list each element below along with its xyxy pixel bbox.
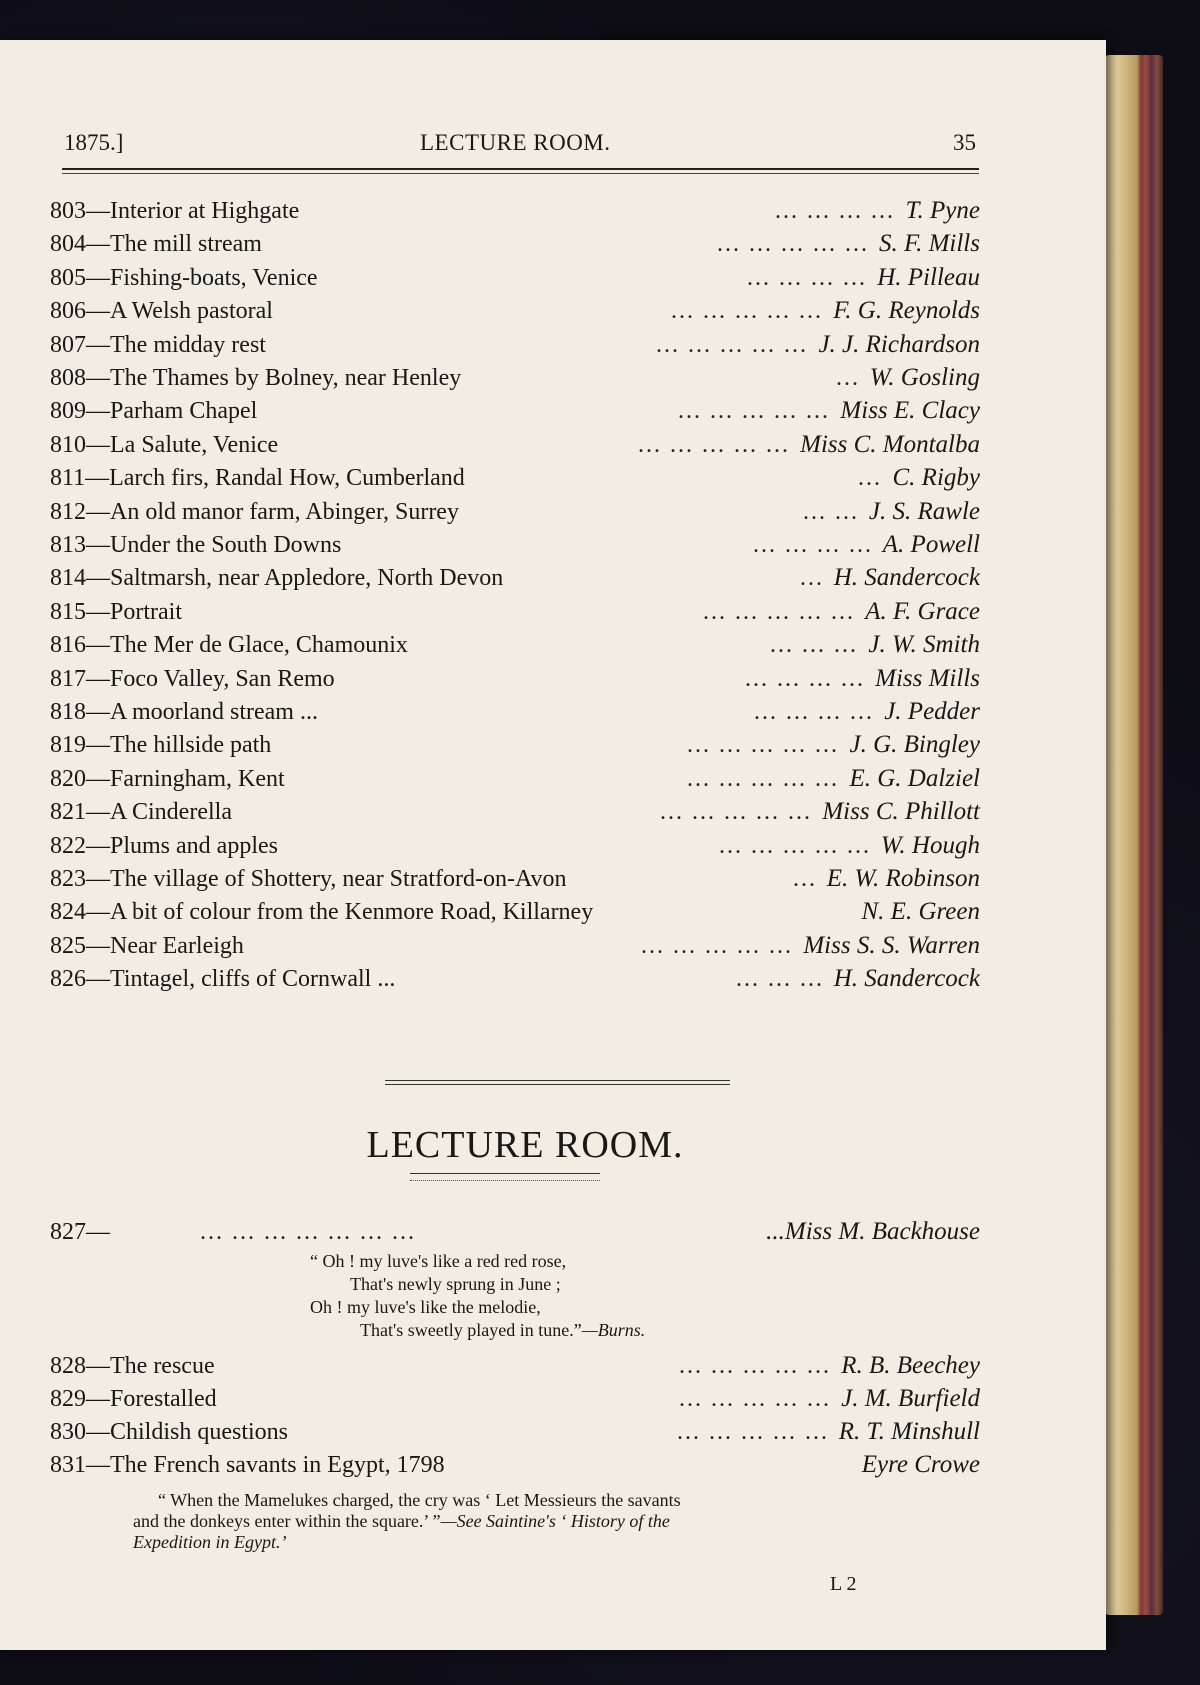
entry-title: 806—A Welsh pastoral [50, 298, 273, 325]
entry-leader: ... ... ... ... [745, 665, 865, 692]
entry-artist: A. Powell [882, 531, 980, 558]
entry-artist: A. F. Grace [865, 597, 980, 625]
entry-leader: ... ... ... ... ... ... ... [200, 1219, 416, 1245]
entry-leader: ... ... ... ... ... [678, 398, 830, 425]
entry-artist: E. W. Robinson [826, 865, 980, 892]
entry-leader: ... [793, 866, 817, 892]
entry-leader: ... ... ... ... ... [719, 832, 871, 859]
entry-artist: Miss E. Clacy [840, 397, 980, 425]
entry-title: 810—La Salute, Venice [50, 431, 279, 458]
entry-leader: ... ... ... ... [747, 264, 867, 291]
entry-artist: F. G. Reynolds [833, 297, 980, 325]
entry-artist: C. Rigby [892, 464, 980, 492]
section-title: LECTURE ROOM. [366, 1124, 684, 1166]
entry-artist: J. J. Richardson [818, 330, 980, 358]
entry-leader: ... ... ... [770, 632, 858, 659]
catalogue-entry [50, 295, 980, 327]
entry-title: 812—An old manor farm, Abinger, Surrey [50, 498, 459, 525]
entry-artist: N. E. Green [861, 898, 980, 926]
entry-title: 818—A moorland stream ... [50, 699, 318, 725]
entry-leader: ... ... ... ... ... [677, 1419, 829, 1445]
catalogue-entry [50, 696, 980, 728]
catalogue-entry [50, 462, 980, 494]
catalogue-entry [50, 1383, 980, 1415]
section-divider [385, 1080, 730, 1081]
catalogue-entry [50, 596, 980, 628]
entry-artist: J. W. Smith [868, 631, 980, 659]
entry-artist: J. G. Bingley [849, 731, 980, 759]
catalogue-entry [50, 562, 980, 594]
entry-title: 823—The village of Shottery, near Stratford-on-Avon [50, 866, 567, 892]
entry-artist: Eyre Crowe [861, 1451, 980, 1478]
entry-leader: ... ... ... ... ... [660, 799, 812, 826]
page-number: 35 [953, 130, 976, 155]
catalogue-entry [50, 362, 980, 394]
entry-leader: ... ... ... ... [754, 699, 874, 725]
book-page [0, 40, 1106, 1650]
entry-leader: ... ... ... ... ... [687, 765, 839, 792]
entry-title: 826—Tintagel, cliffs of Cornwall ... [50, 966, 396, 993]
catalogue-entry [50, 930, 980, 962]
entry-leader: ... [836, 365, 860, 391]
entry-title: 827— [50, 1219, 110, 1245]
entry-artist: E. G. Dalziel [849, 764, 980, 792]
entry-title: 816—The Mer de Glace, Chamounix [50, 632, 408, 659]
poem-quotation [310, 1250, 645, 1342]
entry-artist: J. Pedder [884, 698, 980, 725]
entry-artist: S. F. Mills [879, 230, 980, 258]
entry-artist: H. Pilleau [877, 263, 980, 291]
catalogue-entry [50, 395, 980, 427]
entry-title: 803—Interior at Highgate [50, 198, 300, 224]
entry-artist: W. Hough [880, 831, 980, 859]
entry-title: 814—Saltmarsh, near Appledore, North Devon [50, 565, 504, 592]
entry-artist: J. S. Rawle [868, 497, 980, 525]
entry-leader: ... ... ... ... ... [641, 932, 793, 959]
catalogue-entry [50, 863, 980, 895]
catalogue-entry [50, 262, 980, 294]
entry-leader: ... ... ... ... ... [679, 1353, 831, 1379]
entry-artist: J. M. Burfield [841, 1385, 980, 1412]
entry-title: 804—The mill stream [50, 231, 262, 258]
running-title: LECTURE ROOM. [420, 130, 611, 155]
entry-title: 817—Foco Valley, San Remo [50, 665, 335, 692]
section-divider-thin [385, 1084, 730, 1085]
entry-title: 831—The French savants in Egypt, 1798 [50, 1452, 445, 1478]
entry-title: 805—Fishing-boats, Venice [50, 264, 318, 291]
entry-leader: ... [858, 465, 882, 492]
entry-title: 809—Parham Chapel [50, 398, 258, 425]
entry-artist: W. Gosling [869, 364, 980, 391]
entry-title: 819—The hillside path [50, 732, 272, 759]
catalogue-entry [50, 963, 980, 995]
catalogue-entry [50, 1416, 980, 1448]
printer-signature: L 2 [830, 1573, 857, 1595]
header-year: 1875.] [64, 130, 124, 155]
entry-artist: Miss S. S. Warren [803, 931, 980, 959]
footnote-quotation [133, 1490, 873, 1553]
entry-leader: ... ... ... ... ... [671, 298, 823, 325]
entry-title: 821—A Cinderella [50, 799, 232, 826]
entry-title: 807—The midday rest [50, 331, 266, 358]
entry-leader: ... ... ... ... ... [703, 598, 855, 625]
catalogue-entry [50, 629, 980, 661]
catalogue-entry [50, 195, 980, 227]
quote-source: —See Saintine's ‘ History of the [440, 1511, 670, 1531]
entry-title: 815—Portrait [50, 598, 182, 625]
entry-artist: Miss Mills [875, 664, 980, 692]
entry-leader: ... ... ... ... ... [638, 431, 790, 458]
header-rule-thin [62, 173, 979, 174]
entry-title: 822—Plums and apples [50, 832, 278, 859]
catalogue-entry [50, 763, 980, 795]
catalogue-entry [50, 896, 980, 928]
catalogue-entry [50, 529, 980, 561]
catalogue-entry [50, 429, 980, 461]
entry-artist: Miss C. Montalba [800, 430, 980, 458]
entry-leader: ... ... ... ... [753, 532, 873, 558]
entry-title: 813—Under the South Downs [50, 532, 342, 558]
catalogue-entry [50, 663, 980, 695]
entry-title: 829—Forestalled [50, 1386, 217, 1412]
poem-line: That's sweetly played in tune.” [360, 1320, 582, 1340]
entry-title: 828—The rescue [50, 1353, 215, 1379]
entry-artist: H. Sandercock [833, 564, 980, 592]
entry-title: 824—A bit of colour from the Kenmore Road, Killarney [50, 899, 594, 926]
catalogue-entry [50, 496, 980, 528]
quote-line: “ When the Mamelukes charged, the cry was ‘ Let Messieurs the savants [158, 1490, 681, 1510]
entry-leader: ... ... ... ... ... [656, 331, 808, 358]
entry-artist: H. Sandercock [833, 965, 980, 993]
catalogue-entry [50, 329, 980, 361]
catalogue-entry [50, 228, 980, 260]
poem-line: “ Oh ! my luve's like a red red rose, [310, 1251, 567, 1271]
book-spine-edge [1105, 55, 1163, 1615]
entry-title: 820—Farningham, Kent [50, 765, 285, 792]
entry-leader: ... ... ... ... ... [679, 1386, 831, 1412]
entry-leader: ... ... ... [736, 966, 824, 993]
entry-title: 830—Childish questions [50, 1419, 289, 1445]
poem-citation: —Burns. [581, 1320, 646, 1340]
entry-title: 825—Near Earleigh [50, 932, 244, 959]
quote-line: and the donkeys enter within the square.’ ” [133, 1511, 441, 1531]
poem-line: Oh ! my luve's like the melodie, [310, 1297, 541, 1317]
poem-line: That's newly sprung in June ; [350, 1274, 561, 1294]
entry-leader: ... [800, 565, 824, 592]
header-rule [62, 168, 979, 170]
catalogue-entry [50, 1350, 980, 1382]
title-flourish [410, 1173, 600, 1181]
entry-leader: ... ... [803, 498, 859, 525]
quote-source-cont: Expedition in Egypt.’ [133, 1532, 287, 1552]
entry-title: 808—The Thames by Bolney, near Henley [50, 365, 462, 391]
entry-artist: T. Pyne [905, 197, 980, 224]
catalogue-entry [50, 830, 980, 862]
catalogue-entry [50, 1216, 980, 1248]
catalogue-entry [50, 796, 980, 828]
entry-leader: ... ... ... ... ... [687, 732, 839, 759]
entry-leader: ... ... ... ... ... [717, 231, 869, 258]
entry-artist: ...Miss M. Backhouse [766, 1218, 980, 1245]
entry-artist: R. T. Minshull [838, 1418, 980, 1445]
entry-title: 811—Larch firs, Randal How, Cumberland [50, 465, 465, 492]
entry-artist: R. B. Beechey [841, 1352, 980, 1379]
entry-artist: Miss C. Phillott [822, 798, 980, 826]
catalogue-entry [50, 1449, 980, 1481]
entry-leader: ... ... ... ... [775, 198, 895, 224]
catalogue-entry [50, 729, 980, 761]
